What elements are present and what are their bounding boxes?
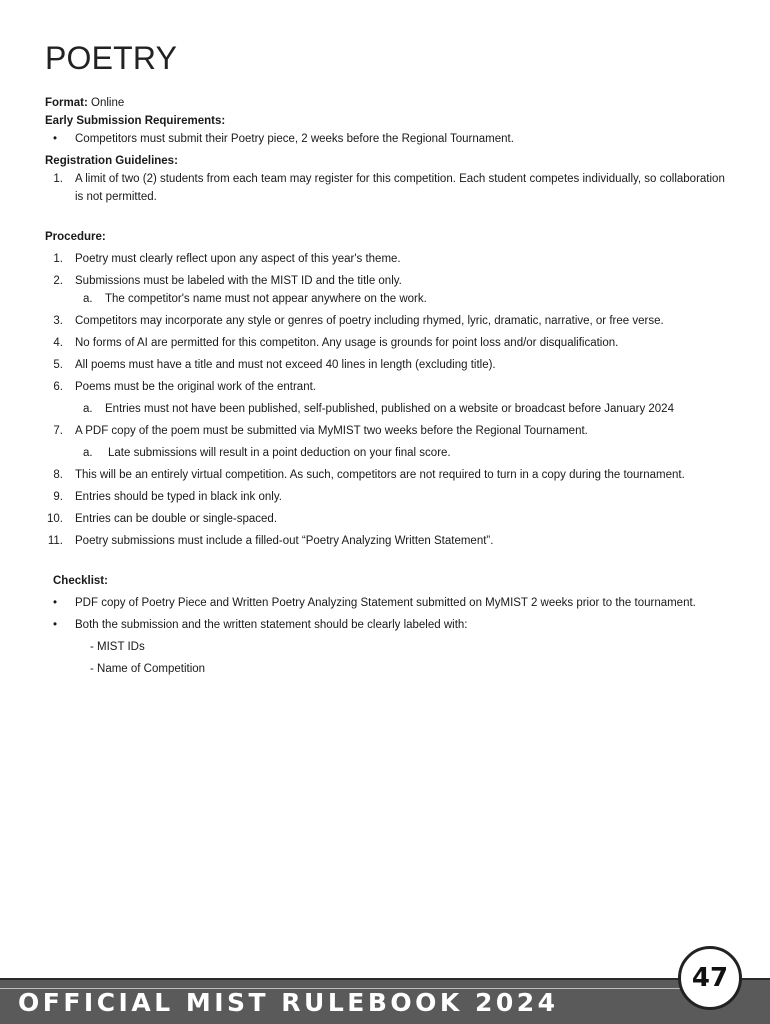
item-number: 11. [47, 535, 63, 547]
item-number: 2. [53, 275, 63, 287]
checklist-sub-item: - Name of Competition [90, 663, 206, 675]
early-submission-item [45, 130, 725, 148]
footer-divider [0, 978, 770, 980]
item-number: 4. [53, 337, 63, 349]
item-text: A PDF copy of the poem must be submitted via MyMIST two weeks before the Regional Tournament. [75, 425, 588, 437]
procedure-list [45, 250, 725, 550]
checklist-text: PDF copy of Poetry Piece and Written Poetry Analyzing Statement submitted on MyMIST 2 weeks prior to the tournament. [75, 597, 696, 609]
early-submission-text: Competitors must submit their Poetry piece, 2 weeks before the Regional Tournament. [75, 133, 514, 145]
registration-list [45, 170, 725, 206]
list-item [45, 532, 725, 550]
sub-item [45, 290, 725, 308]
footer-title: OFFICIAL MIST RULEBOOK 2024 [18, 988, 559, 1017]
item-text: Entries should be typed in black ink only. [75, 491, 282, 503]
page-number-badge: 47 [678, 946, 742, 1010]
item-number: 10. [47, 513, 63, 525]
item-text: Competitors may incorporate any style or genres of poetry including rhymed, lyric, dramatic, narrative, or free verse. [75, 315, 664, 327]
list-item [45, 334, 725, 352]
item-text: A limit of two (2) students from each team may register for this competition. Each student competes individually, so collaboration is not permitted. [75, 173, 725, 203]
item-number: 6. [53, 381, 63, 393]
list-item [45, 250, 725, 268]
footer-banner [0, 978, 770, 1024]
rules-content [45, 94, 725, 678]
early-submission-heading: Early Submission Requirements: [45, 115, 226, 127]
item-number: 1. [53, 253, 63, 265]
item-text: No forms of AI are permitted for this competiton. Any usage is grounds for point loss and/or disqualification. [75, 337, 619, 349]
format-line [45, 94, 725, 112]
sub-item [45, 400, 725, 418]
item-text: All poems must have a title and must not exceed 40 lines in length (excluding title). [75, 359, 496, 371]
item-text: Poetry must clearly reflect upon any aspect of this year's theme. [75, 253, 401, 265]
list-item [45, 378, 725, 418]
sub-item-letter: a. [83, 447, 93, 459]
item-number: 7. [53, 425, 63, 437]
checklist-item [45, 616, 725, 634]
list-item [45, 510, 725, 528]
sub-item-text: The competitor's name must not appear anywhere on the work. [105, 293, 427, 305]
item-text: Poetry submissions must include a filled-out “Poetry Analyzing Written Statement”. [75, 535, 494, 547]
format-value: Online [91, 97, 125, 109]
item-number: 8. [53, 469, 63, 481]
list-item [45, 356, 725, 374]
sub-item-text: Entries must not have been published, self-published, published on a website or broadcast before January 2024 [105, 403, 674, 415]
item-text: This will be an entirely virtual competition. As such, competitors are not required to turn in a copy during the tournament. [75, 469, 685, 481]
sub-item-letter: a. [83, 403, 93, 415]
item-number: 9. [53, 491, 63, 503]
registration-heading: Registration Guidelines: [45, 155, 178, 167]
sub-item [45, 444, 725, 462]
checklist-sub-item: - MIST IDs [90, 641, 145, 653]
list-item [45, 466, 725, 484]
sub-item-text: Late submissions will result in a point deduction on your final score. [108, 447, 451, 459]
checklist-item [45, 594, 725, 612]
checklist-text: Both the submission and the written statement should be clearly labeled with: [75, 619, 468, 631]
bullet-marker: • [53, 133, 58, 145]
sub-item-letter: a. [83, 293, 93, 305]
bullet-marker: • [53, 597, 58, 609]
list-item [45, 422, 725, 462]
item-number: 3. [53, 315, 63, 327]
checklist-heading: Checklist: [53, 575, 108, 587]
item-number: 5. [53, 359, 63, 371]
list-item [45, 488, 725, 506]
item-text: Poems must be the original work of the entrant. [75, 381, 316, 393]
item-number: 1. [53, 173, 63, 185]
item-text: Submissions must be labeled with the MIST ID and the title only. [75, 275, 402, 287]
page-title: POETRY [45, 40, 178, 76]
list-item [45, 272, 725, 308]
bullet-marker: • [53, 619, 58, 631]
list-item [45, 312, 725, 330]
format-label: Format: [45, 97, 88, 109]
list-item [45, 170, 725, 206]
item-text: Entries can be double or single-spaced. [75, 513, 278, 525]
procedure-heading: Procedure: [45, 231, 106, 243]
